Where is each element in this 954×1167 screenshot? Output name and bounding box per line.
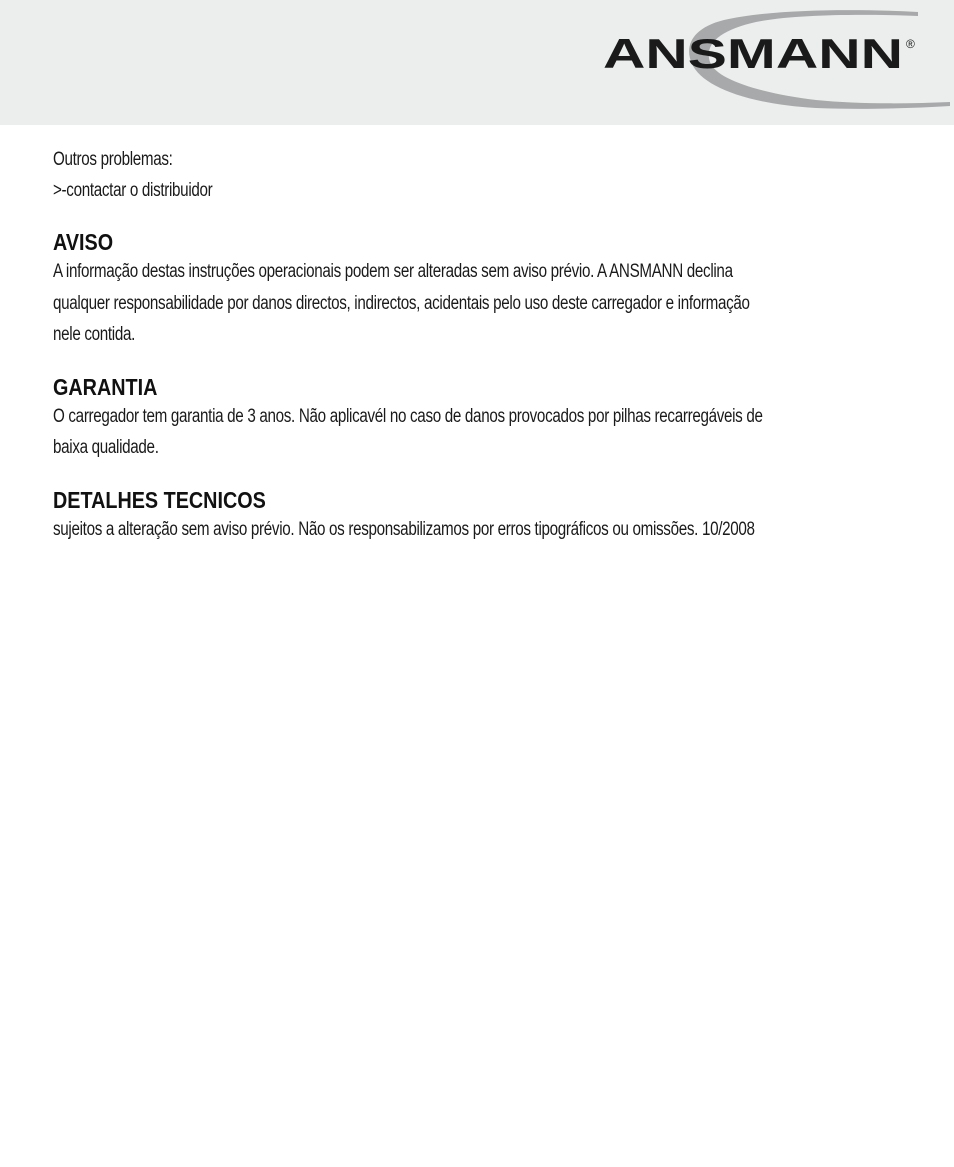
section-text-garantia <box>53 401 913 464</box>
aviso-line-1: A informação destas instruções operacionais podem ser alteradas sem aviso prévio. A ANSMANN declina <box>53 261 733 282</box>
logo-wordmark: ANSMANN <box>603 30 903 77</box>
registered-mark: ® <box>906 37 915 51</box>
page-header <box>0 0 954 125</box>
document-body <box>53 144 913 545</box>
section-title-garantia: GARANTIA <box>53 373 158 400</box>
section-title-detalhes: DETALHES TECNICOS <box>53 486 266 513</box>
detalhes-line-1: sujeitos a alteração sem aviso prévio. Não os responsabilizamos por erros tipográficos ou omissões. 10/2008 <box>53 518 755 540</box>
section-text-aviso <box>53 256 913 351</box>
section-title-aviso: AVISO <box>53 229 114 255</box>
intro-line-2: >-contactar o distribuidor <box>53 180 213 201</box>
aviso-line-2: qualquer responsabilidade por danos directos, indirectos, acidentais pelo uso deste carregador e informação <box>53 292 750 314</box>
aviso-line-3: nele contida. <box>53 324 136 345</box>
garantia-line-2: baixa qualidade. <box>53 437 159 458</box>
ansmann-logo <box>596 6 950 112</box>
garantia-line-1: O carregador tem garantia de 3 anos. Não aplicavél no caso de danos provocados por pilhas recarregáveis de <box>53 405 763 427</box>
intro-line-1: Outros problemas: <box>53 149 173 170</box>
section-text-detalhes <box>53 514 913 546</box>
